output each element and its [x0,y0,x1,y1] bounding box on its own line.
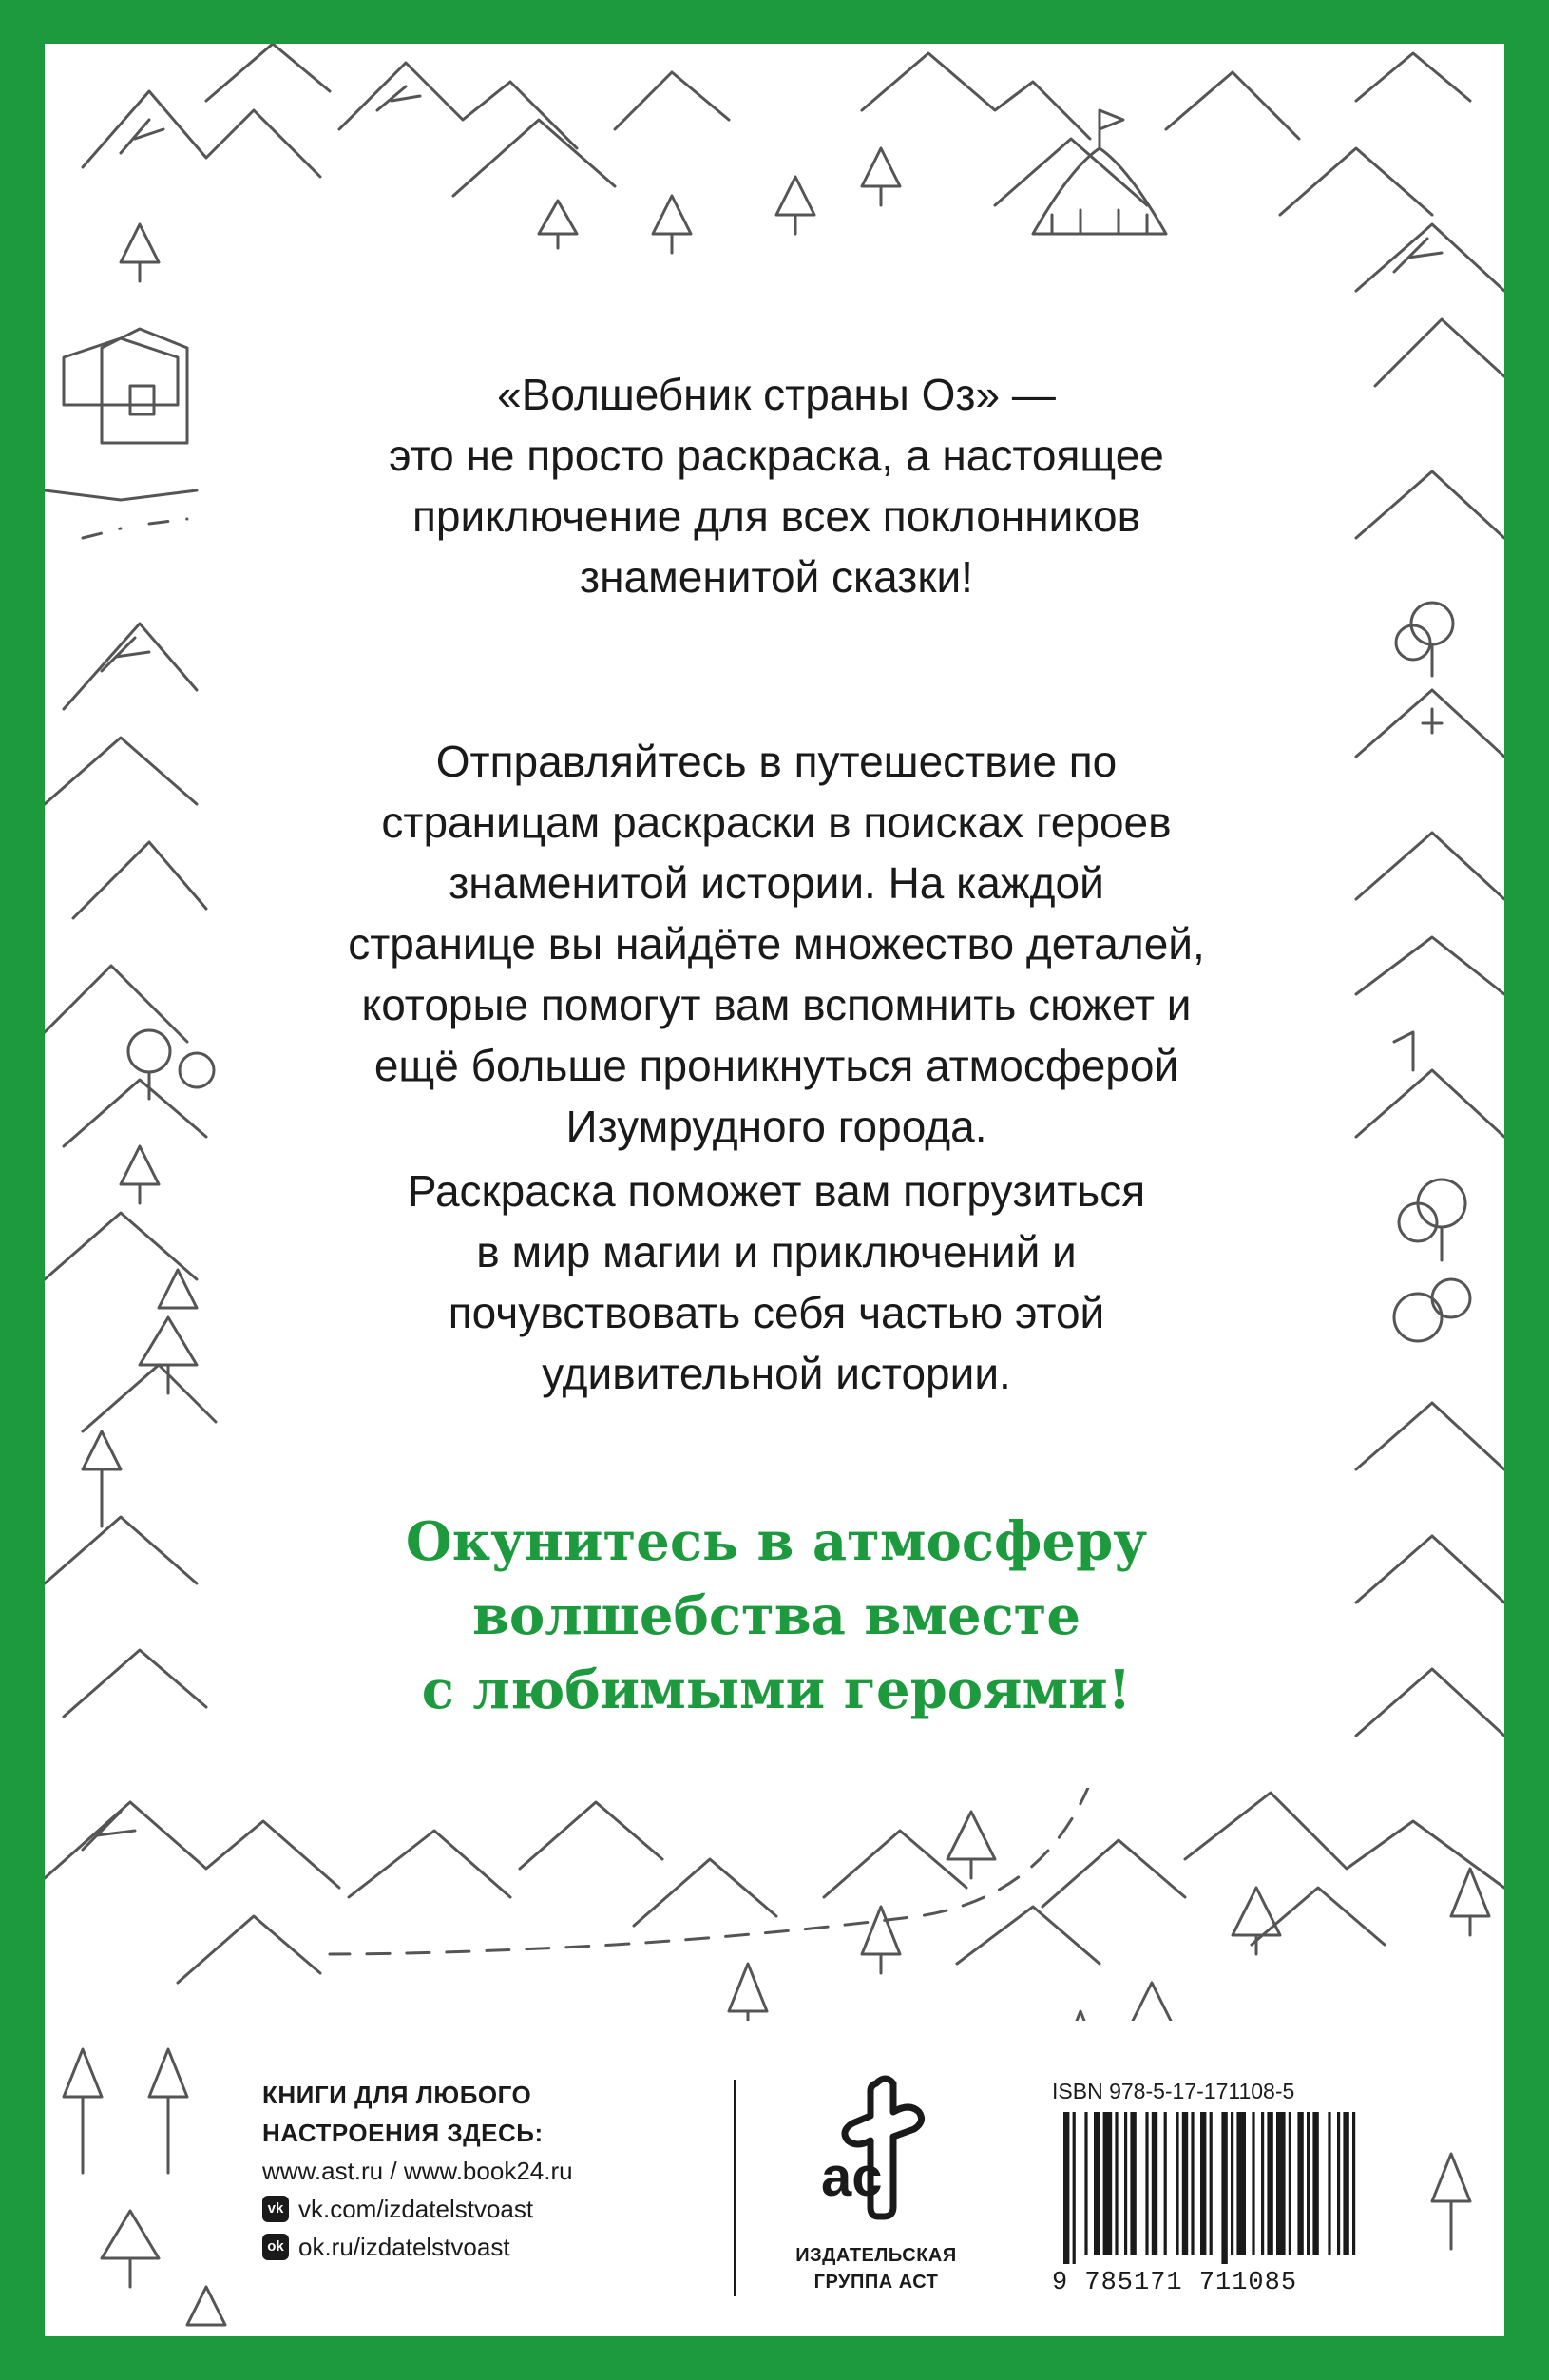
barcode-block [1052,2078,1366,2306]
journey-paragraph [244,731,1309,1157]
barcode-bar [1124,2112,1127,2255]
text-line: знаменитой истории. На каждой [449,858,1104,908]
text-line: удивительной истории. [542,1349,1011,1398]
barcode-bar [1307,2112,1310,2255]
slogan-line: волшебства вместе [471,1584,1080,1647]
barcode-digits: 9 785171 711085 [1052,2269,1298,2297]
barcode-bar [1252,2112,1254,2255]
barcode-bar [1328,2112,1330,2255]
barcode-bars [1052,2112,1366,2264]
barcode-bar [1343,2112,1348,2255]
barcode-bar [1191,2112,1194,2255]
immersion-paragraph [244,1161,1309,1404]
barcode-bar [1164,2112,1167,2255]
description-panel [244,305,1309,1788]
barcode-bar [1337,2112,1340,2255]
text-line: это не просто раскраска, а настоящее [389,431,1164,480]
text-line: Раскраска поможет вам погрузиться [407,1166,1146,1216]
ok-icon: ok [262,2234,289,2260]
barcode-bar [1261,2112,1264,2255]
barcode-bar [1176,2112,1178,2255]
publisher-caption-line: ГРУППА АСТ [813,2272,939,2293]
barcode-bar [1200,2112,1206,2255]
barcode-bar [1130,2112,1136,2255]
barcode-bar [1182,2112,1188,2255]
text-line: «Волшебник страны Оз» — [497,370,1056,419]
divider [734,2080,736,2296]
intro-paragraph [244,364,1309,607]
vk-icon: vk [262,2196,289,2222]
links-heading-line: КНИГИ ДЛЯ ЛЮБОГО [262,2081,532,2109]
barcode-bar [1297,2112,1303,2255]
isbn-label: ISBN 978-5-17-171108-5 [1052,2079,1295,2103]
barcode-bar [1231,2112,1233,2255]
links-block [262,2076,680,2266]
barcode-bar [1276,2112,1286,2255]
text-line: странице вы найдёте множество деталей, [348,919,1205,969]
barcode-bar [1084,2112,1087,2255]
text-line: Отправляйтесь в путешествие по [435,737,1118,786]
slogan-line: с любимыми героями! [421,1659,1132,1721]
text-line: почувствовать себя частью этой [448,1288,1105,1337]
vk-link-row[interactable] [262,2190,680,2228]
ok-link-row[interactable] [262,2228,680,2266]
slogan [244,1505,1309,1727]
website-links[interactable]: www.ast.ru / www.book24.ru [262,2157,573,2185]
text-line: приключение для всех поклонников [411,491,1141,541]
publisher-info-panel [258,2021,1389,2325]
barcode-bar [1073,2112,1076,2264]
text-line: знаменитой сказки! [580,552,973,602]
barcode-bar [1152,2112,1157,2255]
text-line: страницам раскраски в поисках героев [381,797,1172,847]
ast-logo-icon [819,2074,933,2226]
barcode-bar [1210,2112,1213,2255]
text-line: в мир магии и приключений и [476,1227,1077,1276]
barcode-bar [1145,2112,1148,2255]
barcode-bar [1312,2112,1318,2255]
barcode-bar [1221,2112,1227,2264]
svg-text:ac: ac [821,2146,883,2208]
barcode-bar [1267,2112,1272,2255]
links-heading-line: НАСТРОЕНИЯ ЗДЕСЬ: [262,2119,544,2147]
cover-content-area [45,44,1504,2336]
text-line: Изумрудного города. [565,1102,987,1151]
barcode-bar [1063,2112,1069,2264]
text-line: которые помогут вам вспомнить сюжет и [361,980,1192,1029]
barcode-bar [1115,2112,1118,2255]
barcode-bar [1094,2112,1100,2255]
publisher-caption-line: ИЗДАТЕЛЬСКАЯ [795,2245,957,2266]
barcode-bar [1103,2112,1113,2255]
text-line: ещё больше проникнуться атмосферой [373,1041,1179,1090]
barcode-bar [1236,2112,1246,2255]
vk-link[interactable]: vk.com/izdatelstvoast [298,2195,534,2223]
barcode-bar [1289,2112,1291,2255]
barcode-bar [1352,2112,1355,2255]
ok-link[interactable]: ok.ru/izdatelstvoast [298,2233,510,2261]
slogan-line: Окунитесь в атмосферу [405,1510,1148,1573]
publisher-logo [767,2074,985,2312]
